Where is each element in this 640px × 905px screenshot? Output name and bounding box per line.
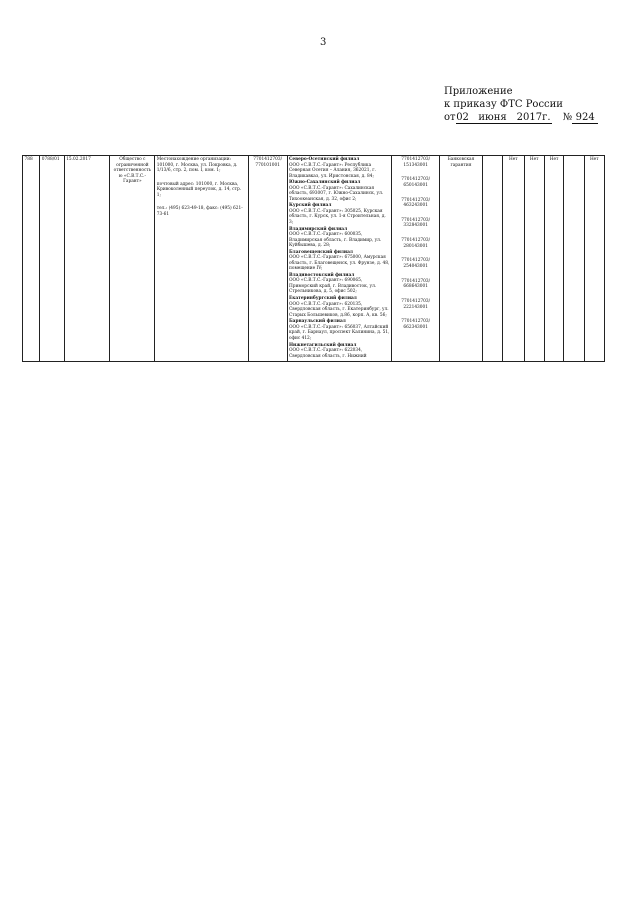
branches-list bbox=[287, 156, 392, 362]
branch-kpp: 7701412703/ 332843001 bbox=[401, 217, 431, 229]
appendix-header bbox=[444, 85, 598, 124]
register-table bbox=[22, 155, 605, 362]
row-number: 788 bbox=[23, 156, 40, 362]
appendix-date-line bbox=[444, 111, 598, 124]
date-month: июня bbox=[470, 112, 516, 124]
legal-address: Местонахождение организации: 101000, г. Москва, ул. Покровка, д. 1/13/6, стр. 2, пом. I, ком. 1; bbox=[156, 157, 238, 173]
registration-date: 15.02.2017 bbox=[64, 156, 110, 362]
list-item: Благовещенский филиал ООО «С.В.Т.С.-Гарант»: 675000, Амурская область, г. Благовещенск, ул. Фрунзе, д. 48, помещение IV; bbox=[289, 249, 390, 272]
list-item: Северо-Осетинский филиал ООО «С.В.Т.С.-Гарант»: Республика Северная Осетия – Алания, 362021, г. Владикавказ, ул. Иристонская, д. 84; bbox=[289, 157, 376, 179]
date-day: 02 bbox=[456, 112, 469, 123]
list-item: Владимирский филиал ООО «С.В.Т.С.-Гарант»: 600035, Владимирская область, г. Владимир, ул. Куйбышева, д. 28; bbox=[289, 226, 382, 249]
flag-b: Нет bbox=[524, 156, 544, 362]
flag-a: Нет bbox=[503, 156, 524, 362]
list-item: Владивостокский филиал ООО «С.В.Т.С.-Гарант»: 690065, Приморский край, г. Владивосток, ул. Стрельникова, д. 5, офис 502; bbox=[289, 272, 377, 295]
list-item: Нижнетагильский филиал ООО «С.В.Т.С.-Гарант»: 622034, Свердловская область, г. Нижний bbox=[289, 342, 367, 359]
guarantee-type: Банковская гарантия bbox=[440, 156, 483, 362]
postal-address: почтовый адрес: 101000, г. Москва, Кривоколенный переулок, д. 14, стр. 1; bbox=[156, 181, 242, 198]
list-item: Барнаульский филиал ООО «С.В.Т.С.-Гарант»: 656037, Алтайский край, г. Барнаул, проспект Калинина, д. 51, офис 412; bbox=[289, 319, 390, 341]
number-prefix: № bbox=[562, 112, 573, 123]
branch-kpp: 7701412703/ 280143001 bbox=[401, 238, 431, 249]
branch-kpp: 7701412703/ 151343001 bbox=[401, 157, 431, 168]
branch-kpp: 7701412703/ 662343001 bbox=[401, 319, 431, 330]
date-year: 2017г. bbox=[516, 112, 551, 123]
page-number: 3 bbox=[320, 37, 327, 48]
branch-kpp: 7701412703/ 254043001 bbox=[401, 258, 431, 269]
branch-kpp: 7701412703/ 668643001 bbox=[401, 278, 431, 290]
organization-name: Общество с ограниченной ответственностью «С.В.Т.С.-Гарант» bbox=[110, 156, 155, 362]
branch-kpp: 7701412703/ 650143001 bbox=[401, 177, 431, 188]
inn-kpp: 7701412703/ 770101001 bbox=[248, 156, 287, 362]
date-prefix: от bbox=[444, 112, 456, 123]
order-number: 924 bbox=[572, 112, 598, 124]
branch-kpp: 7701412703/ 222143001 bbox=[401, 299, 431, 310]
table-row bbox=[23, 156, 605, 362]
organization-address bbox=[155, 156, 249, 362]
list-item: Екатеринбургский филиал ООО «С.В.Т.С.-Гарант»: 620135, Свердловская область, г. Екатеринбург, ул. Старых Большевиков, д.86, корп. А, кв. 56; bbox=[289, 296, 389, 318]
appendix-order-ref: к приказу ФТС России bbox=[444, 99, 563, 110]
list-item: Курский филиал ООО «С.В.Т.С.-Гарант»: 305025, Курская область, г. Курск, ул. 1-я Строительная, д. 3; bbox=[289, 203, 386, 225]
registry-number: 0788/01 bbox=[40, 156, 64, 362]
empty-cell bbox=[564, 156, 584, 362]
phones: тел.: (495) 623-49-18, факс: (495) 621-73-61 bbox=[156, 206, 243, 217]
appendix-title: Приложение bbox=[444, 86, 513, 97]
flag-d: Нет bbox=[584, 156, 604, 362]
branches-inn-kpp bbox=[392, 156, 440, 362]
branch-kpp: 7701412703/ 463243001 bbox=[401, 197, 431, 209]
list-item: Южно-Сахалинский филиал ООО «С.В.Т.С.-Гарант»: Сахалинская область, 693007, г. Южно-Сахалинск, ул. Тихоокеанская, д. 32, офис 2; bbox=[289, 180, 384, 202]
empty-cell bbox=[482, 156, 502, 362]
flag-c: Нет bbox=[544, 156, 563, 362]
